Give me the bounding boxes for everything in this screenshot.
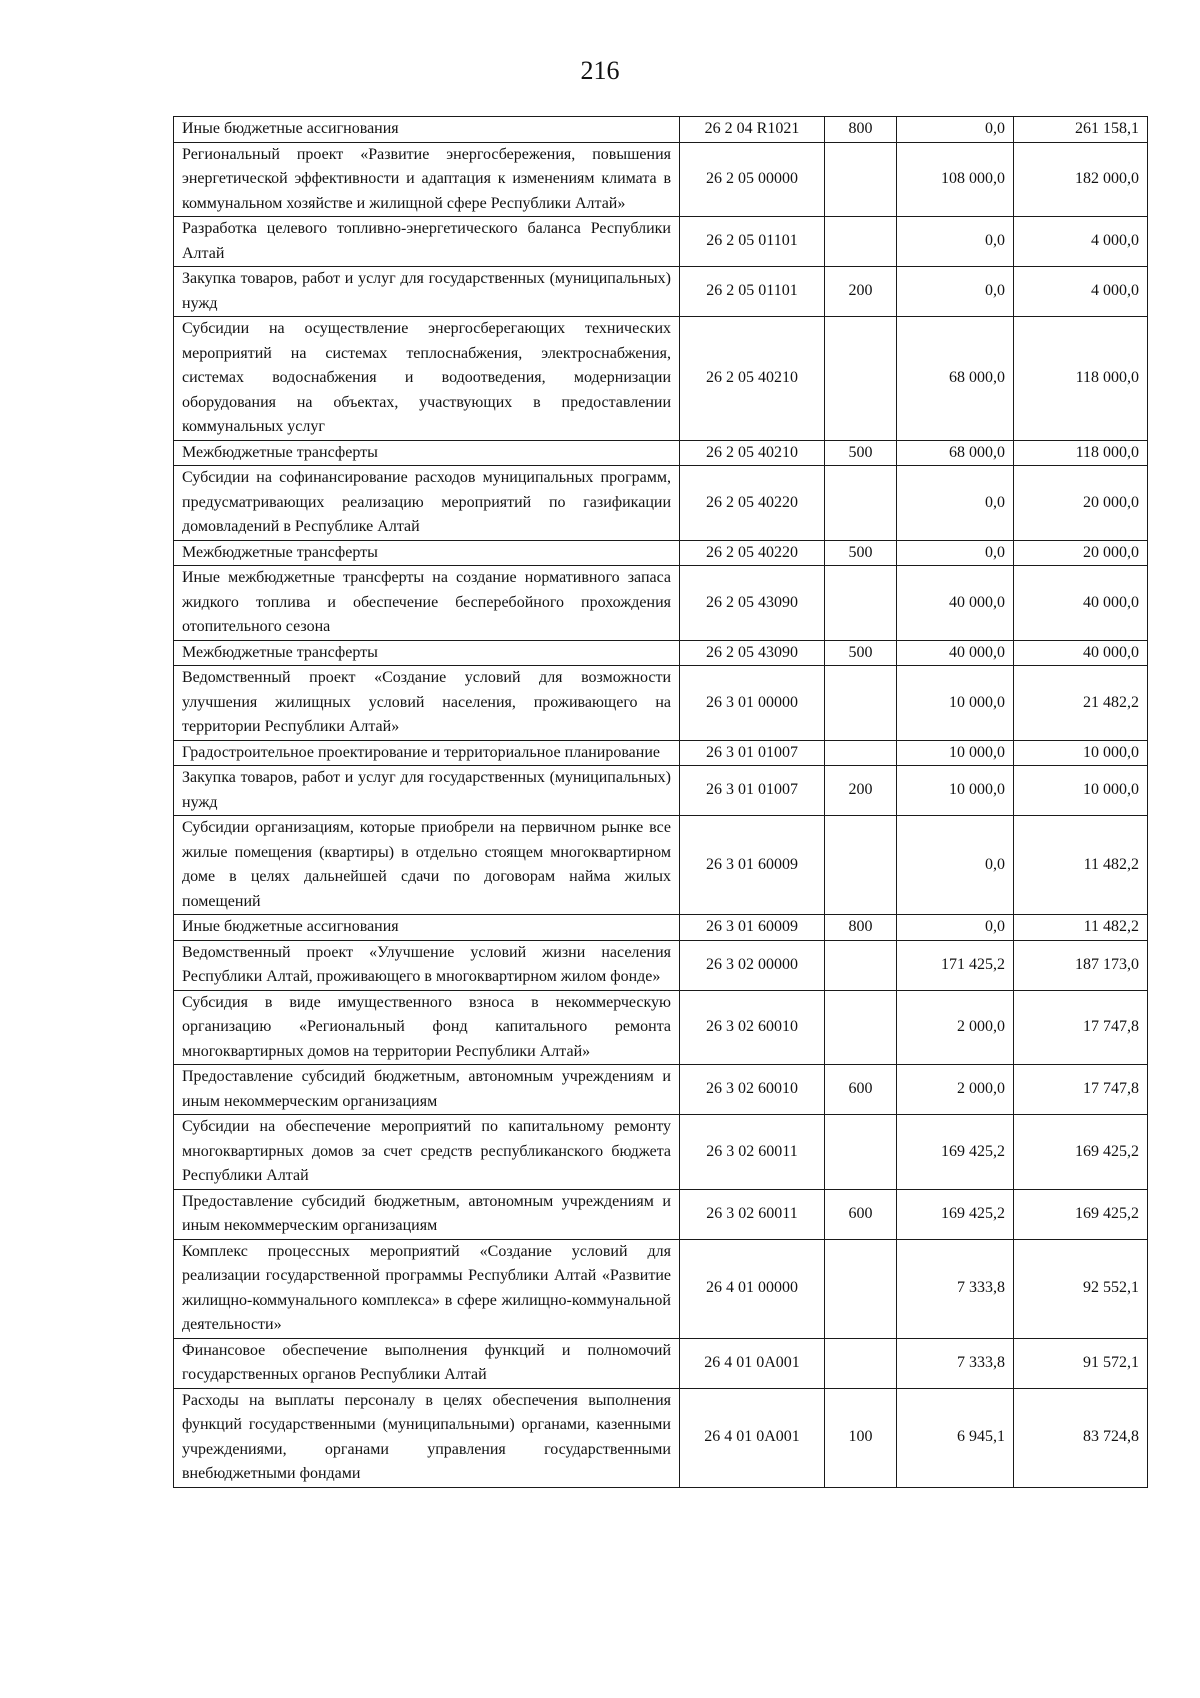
table-row [174, 142, 1148, 217]
table-row [174, 666, 1148, 741]
expense-type-cell [825, 1239, 897, 1338]
amount-year1-cell: 169 425,2 [897, 1115, 1014, 1190]
target-code-cell: 26 3 02 60011 [680, 1189, 825, 1239]
expense-type-cell: 200 [825, 267, 897, 317]
amount-year2-cell: 83 724,8 [1014, 1388, 1148, 1487]
target-code-cell: 26 2 05 00000 [680, 142, 825, 217]
table-row [174, 440, 1148, 466]
amount-year2-cell: 20 000,0 [1014, 466, 1148, 541]
amount-year2-cell: 11 482,2 [1014, 816, 1148, 915]
amount-year2-cell: 21 482,2 [1014, 666, 1148, 741]
amount-year1-cell: 2 000,0 [897, 990, 1014, 1065]
expense-name-cell: Субсидии на обеспечение мероприятий по капитальному ремонту многоквартирных домов за счет средств республиканского бюджета Республики Алтай [174, 1115, 680, 1190]
target-code-cell: 26 3 02 60010 [680, 1065, 825, 1115]
amount-year1-cell: 0,0 [897, 915, 1014, 941]
amount-year1-cell: 7 333,8 [897, 1239, 1014, 1338]
expense-name-cell: Субсидии организациям, которые приобрели на первичном рынке все жилые помещения (квартиры) в отдельно стоящем многоквартирном доме в целях дальнейшей сдачи по договорам найма жилых помещений [174, 816, 680, 915]
budget-table-body [174, 117, 1148, 1488]
table-row [174, 640, 1148, 666]
expense-name-cell: Предоставление субсидий бюджетным, автономным учреждениям и иным некоммерческим организациям [174, 1065, 680, 1115]
expense-type-cell [825, 1338, 897, 1388]
amount-year2-cell: 10 000,0 [1014, 766, 1148, 816]
amount-year1-cell: 0,0 [897, 816, 1014, 915]
table-row [174, 740, 1148, 766]
target-code-cell: 26 3 02 60010 [680, 990, 825, 1065]
amount-year2-cell: 40 000,0 [1014, 640, 1148, 666]
amount-year2-cell: 17 747,8 [1014, 990, 1148, 1065]
amount-year2-cell: 261 158,1 [1014, 117, 1148, 143]
target-code-cell: 26 2 05 40220 [680, 466, 825, 541]
table-row [174, 915, 1148, 941]
target-code-cell: 26 2 05 01101 [680, 267, 825, 317]
expense-type-cell [825, 666, 897, 741]
expense-name-cell: Межбюджетные трансферты [174, 440, 680, 466]
table-row [174, 816, 1148, 915]
table-row [174, 1065, 1148, 1115]
target-code-cell: 26 2 05 01101 [680, 217, 825, 267]
table-row [174, 1189, 1148, 1239]
amount-year1-cell: 2 000,0 [897, 1065, 1014, 1115]
table-row [174, 566, 1148, 641]
target-code-cell: 26 3 01 00000 [680, 666, 825, 741]
table-row [174, 217, 1148, 267]
amount-year2-cell: 4 000,0 [1014, 267, 1148, 317]
table-row [174, 940, 1148, 990]
target-code-cell: 26 2 04 R1021 [680, 117, 825, 143]
amount-year2-cell: 118 000,0 [1014, 317, 1148, 441]
target-code-cell: 26 2 05 43090 [680, 640, 825, 666]
expense-name-cell: Ведомственный проект «Улучшение условий жизни населения Республики Алтай, проживающего в многоквартирном жилом фонде» [174, 940, 680, 990]
amount-year1-cell: 6 945,1 [897, 1388, 1014, 1487]
expense-name-cell: Межбюджетные трансферты [174, 540, 680, 566]
expense-type-cell: 500 [825, 640, 897, 666]
amount-year1-cell: 0,0 [897, 117, 1014, 143]
expense-type-cell [825, 317, 897, 441]
target-code-cell: 26 4 01 0A001 [680, 1388, 825, 1487]
amount-year2-cell: 169 425,2 [1014, 1115, 1148, 1190]
target-code-cell: 26 3 01 01007 [680, 766, 825, 816]
expense-name-cell: Ведомственный проект «Создание условий для возможности улучшения жилищных условий населения, проживающего на территории Республики Алтай» [174, 666, 680, 741]
table-row [174, 1338, 1148, 1388]
expense-type-cell: 800 [825, 915, 897, 941]
target-code-cell: 26 3 02 60011 [680, 1115, 825, 1190]
target-code-cell: 26 2 05 40210 [680, 440, 825, 466]
expense-name-cell: Разработка целевого топливно-энергетического баланса Республики Алтай [174, 217, 680, 267]
amount-year2-cell: 17 747,8 [1014, 1065, 1148, 1115]
table-row [174, 1388, 1148, 1487]
target-code-cell: 26 2 05 40210 [680, 317, 825, 441]
expense-name-cell: Иные бюджетные ассигнования [174, 117, 680, 143]
amount-year2-cell: 4 000,0 [1014, 217, 1148, 267]
amount-year1-cell: 0,0 [897, 267, 1014, 317]
expense-type-cell [825, 940, 897, 990]
amount-year2-cell: 40 000,0 [1014, 566, 1148, 641]
expense-name-cell: Закупка товаров, работ и услуг для государственных (муниципальных) нужд [174, 267, 680, 317]
expense-name-cell: Межбюджетные трансферты [174, 640, 680, 666]
amount-year2-cell: 182 000,0 [1014, 142, 1148, 217]
amount-year1-cell: 0,0 [897, 217, 1014, 267]
target-code-cell: 26 2 05 43090 [680, 566, 825, 641]
table-row [174, 117, 1148, 143]
amount-year1-cell: 10 000,0 [897, 766, 1014, 816]
expense-type-cell: 500 [825, 440, 897, 466]
target-code-cell: 26 3 01 01007 [680, 740, 825, 766]
expense-type-cell [825, 142, 897, 217]
expense-type-cell [825, 816, 897, 915]
expense-name-cell: Градостроительное проектирование и территориальное планирование [174, 740, 680, 766]
expense-type-cell: 200 [825, 766, 897, 816]
expense-type-cell [825, 1115, 897, 1190]
budget-table [173, 116, 1148, 1488]
amount-year2-cell: 118 000,0 [1014, 440, 1148, 466]
expense-name-cell: Субсидии на осуществление энергосберегающих технических мероприятий на системах теплоснабжения, электроснабжения, системах водоснабжения и водоотведения, модернизации оборудования на объектах, участвующих в предоставлении коммунальных услуг [174, 317, 680, 441]
table-row [174, 1115, 1148, 1190]
expense-type-cell: 500 [825, 540, 897, 566]
expense-type-cell [825, 740, 897, 766]
table-row [174, 766, 1148, 816]
expense-type-cell: 100 [825, 1388, 897, 1487]
table-row [174, 540, 1148, 566]
expense-name-cell: Закупка товаров, работ и услуг для государственных (муниципальных) нужд [174, 766, 680, 816]
amount-year1-cell: 169 425,2 [897, 1189, 1014, 1239]
table-row [174, 317, 1148, 441]
expense-type-cell: 600 [825, 1065, 897, 1115]
expense-name-cell: Иные бюджетные ассигнования [174, 915, 680, 941]
expense-name-cell: Расходы на выплаты персоналу в целях обеспечения выполнения функций государственными (муниципальными) органами, казенными учреждениями, органами управления государственными внебюджетными фондами [174, 1388, 680, 1487]
expense-name-cell: Финансовое обеспечение выполнения функций и полномочий государственных органов Республики Алтай [174, 1338, 680, 1388]
target-code-cell: 26 4 01 00000 [680, 1239, 825, 1338]
amount-year1-cell: 171 425,2 [897, 940, 1014, 990]
expense-name-cell: Предоставление субсидий бюджетным, автономным учреждениям и иным некоммерческим организациям [174, 1189, 680, 1239]
amount-year1-cell: 68 000,0 [897, 440, 1014, 466]
expense-name-cell: Субсидии на софинансирование расходов муниципальных программ, предусматривающих реализацию мероприятий по газификации домовладений в Республике Алтай [174, 466, 680, 541]
amount-year2-cell: 169 425,2 [1014, 1189, 1148, 1239]
amount-year2-cell: 92 552,1 [1014, 1239, 1148, 1338]
amount-year2-cell: 11 482,2 [1014, 915, 1148, 941]
amount-year2-cell: 91 572,1 [1014, 1338, 1148, 1388]
table-row [174, 990, 1148, 1065]
table-row [174, 1239, 1148, 1338]
amount-year1-cell: 10 000,0 [897, 740, 1014, 766]
expense-name-cell: Субсидия в виде имущественного взноса в некоммерческую организацию «Региональный фонд капитального ремонта многоквартирных домов на территории Республики Алтай» [174, 990, 680, 1065]
target-code-cell: 26 3 02 00000 [680, 940, 825, 990]
amount-year1-cell: 108 000,0 [897, 142, 1014, 217]
amount-year2-cell: 20 000,0 [1014, 540, 1148, 566]
expense-type-cell [825, 217, 897, 267]
amount-year1-cell: 40 000,0 [897, 566, 1014, 641]
expense-type-cell [825, 466, 897, 541]
table-row [174, 267, 1148, 317]
expense-type-cell [825, 990, 897, 1065]
target-code-cell: 26 2 05 40220 [680, 540, 825, 566]
target-code-cell: 26 3 01 60009 [680, 816, 825, 915]
expense-name-cell: Иные межбюджетные трансферты на создание нормативного запаса жидкого топлива и обеспечение бесперебойного прохождения отопительного сезона [174, 566, 680, 641]
expense-type-cell [825, 566, 897, 641]
expense-type-cell: 600 [825, 1189, 897, 1239]
page-number: 216 [580, 56, 620, 85]
amount-year1-cell: 7 333,8 [897, 1338, 1014, 1388]
amount-year1-cell: 0,0 [897, 540, 1014, 566]
amount-year1-cell: 10 000,0 [897, 666, 1014, 741]
amount-year2-cell: 187 173,0 [1014, 940, 1148, 990]
expense-name-cell: Региональный проект «Развитие энергосбережения, повышения энергетической эффективности и адаптация к изменениям климата в коммунальном хозяйстве и жилищной сфере Республики Алтай» [174, 142, 680, 217]
table-row [174, 466, 1148, 541]
target-code-cell: 26 3 01 60009 [680, 915, 825, 941]
expense-type-cell: 800 [825, 117, 897, 143]
amount-year2-cell: 10 000,0 [1014, 740, 1148, 766]
amount-year1-cell: 40 000,0 [897, 640, 1014, 666]
amount-year1-cell: 68 000,0 [897, 317, 1014, 441]
amount-year1-cell: 0,0 [897, 466, 1014, 541]
target-code-cell: 26 4 01 0A001 [680, 1338, 825, 1388]
expense-name-cell: Комплекс процессных мероприятий «Создание условий для реализации государственной программы Республики Алтай «Развитие жилищно-коммунального комплекса» в сфере жилищно-коммунальной деятельности» [174, 1239, 680, 1338]
